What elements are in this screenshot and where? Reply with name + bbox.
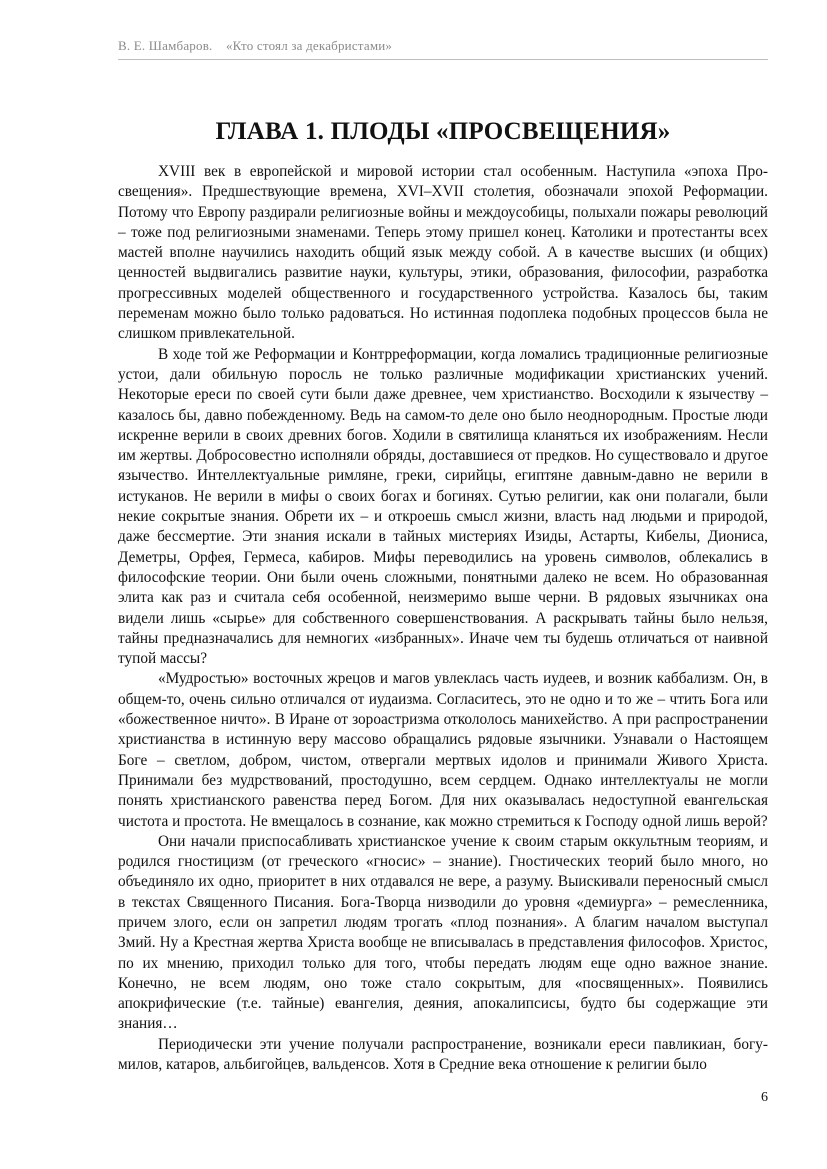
chapter-title: ГЛАВА 1. ПЛОДЫ «ПРОСВЕЩЕНИЯ» bbox=[215, 118, 671, 145]
header-divider bbox=[118, 59, 768, 60]
paragraph: «Мудростью» восточных жрецов и магов увлеклась часть иудеев, и возник каббализм. Он, в общем-то, очень сильно отличался от иудаизма. Согласитесь, это не одно и то же – чтить Бога или «божественное ничто». В Иране от зороастризма откололось манихейство. А при распространении христианства в истинную веру массово обращались рядовые язычники. Узнавали о Настоящем Боге – светлом, добром, чистом, отвергали мертвых идолов и принимали Живого Христа. Принимали без мудрствований, простодушно, всем сердцем. Однако интеллектуалы не могли понять христианского равенства перед Богом. Для них оказывалась недоступной евангельская чистота и простота. Не вмещалось в сознание, как можно стремиться к Господу одной лишь верой? bbox=[118, 670, 768, 830]
running-head-book-title: «Кто стоял за декабристами» bbox=[225, 38, 393, 53]
running-head-author: В. Е. Шамбаров. bbox=[118, 38, 213, 53]
paragraph: Они начали приспосабливать христианское учение к своим старым оккультным теориям, и родился гностицизм (от греческого «гносис» – знание). Гностических теорий было много, но объединяло их одно, приоритет в них отдавался не вере, а разуму. Выискивали переносный смысл в текстах Священного Писания. Бога-Творца низводили до уровня «демиурга» – ремесленника, причем злого, если он запретил людям трогать «плод познания». А благим началом выступал Змий. Ну а Крестная жертва Христа вообще не вписывалась в представления философов. Христос, по их мнению, приходил только для того, чтобы передать людям еще одно важное знание. Конечно, не всем людям, оно тоже стало сокрытым, для «посвященных». Появились апокрифические (т.е. тайные) евангелия, деяния, апокалипсисы, будто бы содержащие эти знания… bbox=[118, 832, 768, 1033]
running-head bbox=[118, 38, 768, 54]
paragraph: Периодически эти учение получали распространение, возникали ереси павликиан, богумилов, катаров, альбигойцев, вальденсов. Хотя в Средние века отношение к религии было bbox=[118, 1035, 768, 1074]
paragraph: XVIII век в европейской и мировой истории стал особенным. Наступила «эпоха Просвещения». Предшествующие времена, XVI–XVII столетия, обозначали эпохой Реформации. Потому что Европу раздирали религиозные войны и междоусобицы, полыхали пожары революций – тоже под религиозными знаменами. Теперь этому пришел конец. Католики и протестанты всех мастей вполне научились находить общий язык между собой. А в качестве высших (и общих) ценностей выдвигались развитие науки, культуры, этики, образования, философии, разработка прогрессивных моделей общественного и государственного устройства. Казалось бы, таким переменам можно было только радоваться. Но истинная подоплека подобных процессов была не слишком привлекательной. bbox=[118, 163, 768, 343]
paragraph: В ходе той же Реформации и Контрреформации, когда ломались традиционные религиозные устои, дали обильную поросль не только различные модификации христианских учений. Некоторые ереси по своей сути были даже древнее, чем христианство. Восходили к язычеству – казалось бы, давно побежденному. Ведь на самом-то деле оно было неоднородным. Простые люди искренне верили в своих древних богов. Ходили в святилища кланяться их изображениям. Несли им жертвы. Добросовестно исполняли обряды, доставшиеся от предков. Но существовало и другое язычество. Интеллектуальные римляне, греки, сирийцы, египтяне давным-давно не верили в истуканов. Не верили в мифы о своих богах и богинях. Сутью религии, как они полагали, были некие сокрытые знания. Обрети их – и откроешь смысл жизни, власть над людьми и природой, даже бессмертие. Эти знания искали в тайных мистериях Изиды, Астарты, Кибелы, Диониса, Деметры, Орфея, Гермеса, кабиров. Мифы переводились на уровень символов, облекались в философские теории. Они были очень сложными, понятными далеко не всем. Но образованная элита как раз и считала себя особенной, неизмеримо выше черни. В рядовых язычниках она видели лишь «сырье» для собственного совершенствования. А раскрывать тайны было нельзя, тайны предназначались для немногих «избранных». Иначе чем ты будешь отличаться от наивной тупой массы? bbox=[118, 345, 768, 668]
page-number: 6 bbox=[761, 1090, 768, 1105]
chapter-body bbox=[118, 162, 768, 1075]
